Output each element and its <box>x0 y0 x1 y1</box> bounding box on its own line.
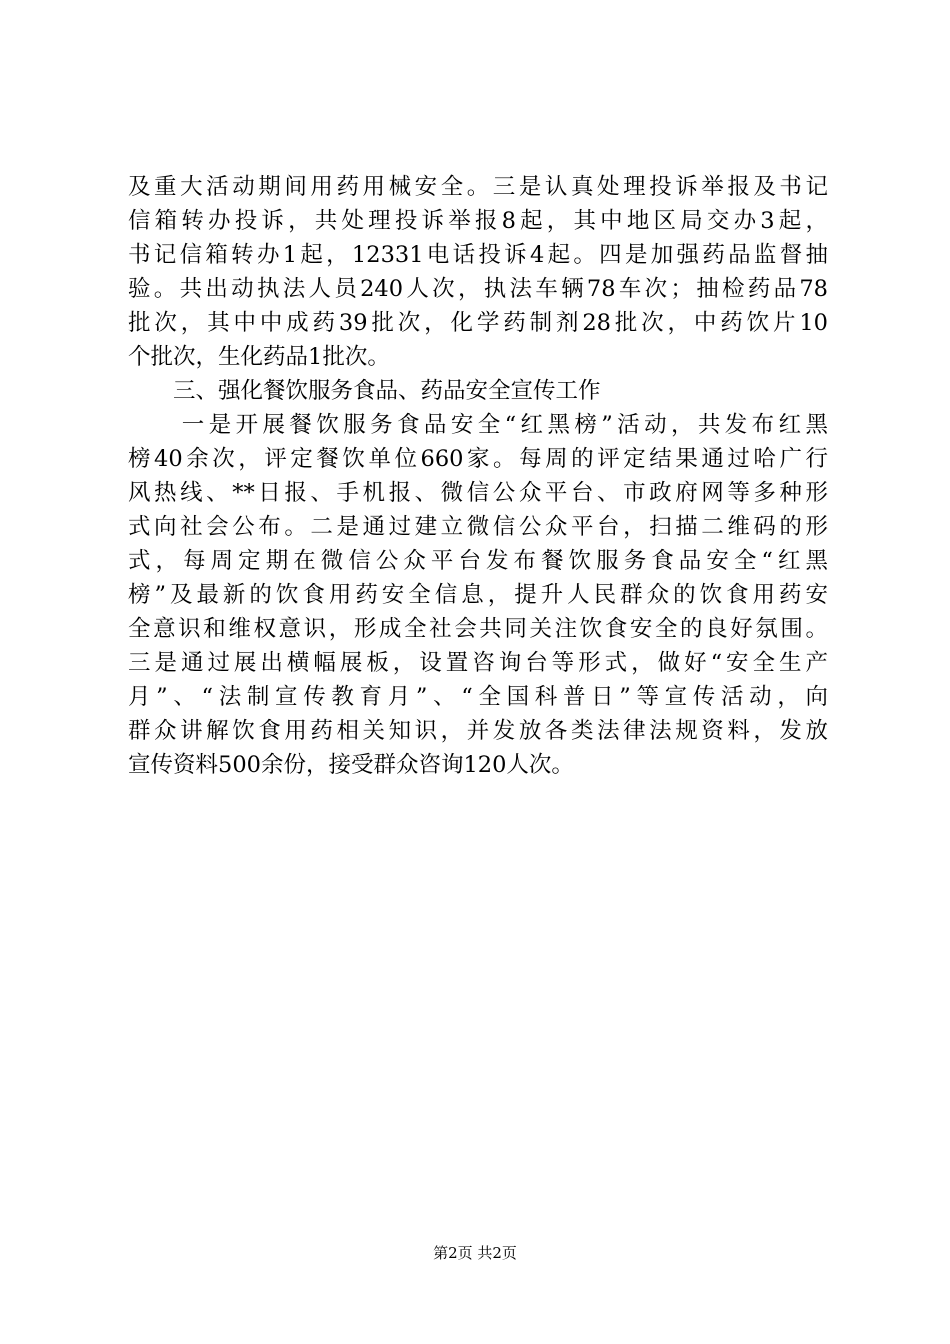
text-line: 式向社会公布。二是通过建立微信公众平台，扫描二维码的形 <box>128 514 828 540</box>
text-line: 及重大活动期间用药用械安全。三是认真处理投诉举报及书记 <box>128 174 828 200</box>
text-line: 验。共出动执法人员240人次，执法车辆78车次；抽检药品78 <box>128 276 828 302</box>
page-footer: 第2页 共2页 <box>433 1244 517 1262</box>
body-text <box>128 170 828 782</box>
text-line: 全意识和维权意识，形成全社会共同关注饮食安全的良好氛围。 <box>128 616 828 642</box>
text-line: 三是通过展出横幅展板，设置咨询台等形式，做好“安全生产 <box>128 650 828 676</box>
text-line: 宣传资料500余份，接受群众咨询120人次。 <box>128 752 574 778</box>
text-line: 批次，其中中成药39批次，化学药制剂28批次，中药饮片10 <box>128 310 828 336</box>
text-line: 信箱转办投诉，共处理投诉举报8起，其中地区局交办3起， <box>128 208 828 234</box>
text-line: 书记信箱转办1起，12331电话投诉4起。四是加强药品监督抽 <box>128 242 828 268</box>
text-line: 榜”及最新的饮食用药安全信息，提升人民群众的饮食用药安 <box>128 582 828 608</box>
text-line: 月”、“法制宣传教育月”、“全国科普日”等宣传活动，向 <box>128 684 828 710</box>
text-line: 式，每周定期在微信公众平台发布餐饮服务食品安全“红黑 <box>128 548 828 574</box>
text-line: 风热线、**日报、手机报、微信公众平台、市政府网等多种形 <box>128 480 828 506</box>
text-line: 榜40余次，评定餐饮单位660家。每周的评定结果通过哈广行 <box>128 446 828 472</box>
text-line: 个批次，生化药品1批次。 <box>128 344 390 370</box>
section-heading: 三、强化餐饮服务食品、药品安全宣传工作 <box>128 378 601 404</box>
text-line: 群众讲解饮食用药相关知识，并发放各类法律法规资料，发放 <box>128 718 828 744</box>
text-line: 一是开展餐饮服务食品安全“红黑榜”活动，共发布红黑 <box>128 412 828 438</box>
